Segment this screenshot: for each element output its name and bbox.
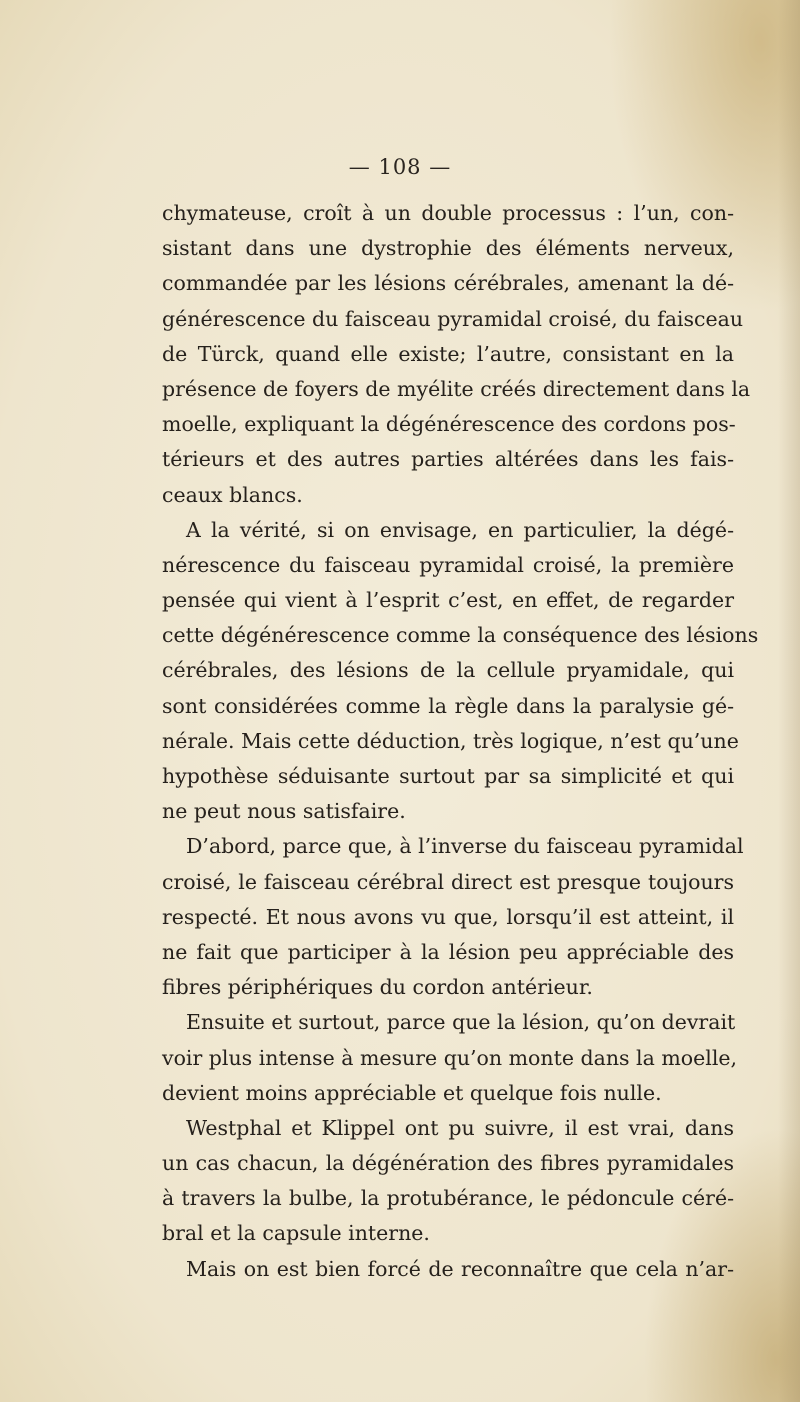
paragraph-3 <box>162 829 744 1005</box>
body-text <box>162 196 759 1287</box>
text-line: bral et la capsule interne. <box>162 1221 430 1246</box>
paragraph-2 <box>162 513 759 830</box>
text-line: sistant dans une dystrophie des éléments nerveux, <box>162 236 734 261</box>
page-edge-shading <box>778 0 800 1402</box>
text-line: générescence du faisceau pyramidal croisé, du faisceau <box>162 306 744 331</box>
text-line: pensée qui vient à l’esprit c’est, en effet, de regarder <box>162 588 734 613</box>
text-line: térieurs et des autres parties altérées dans les fais- <box>162 447 734 472</box>
text-line: un cas chacun, la dégénération des fibres pyramidales <box>162 1151 734 1176</box>
text-line: hypothèse séduisante surtout par sa simplicité et qui <box>162 764 734 788</box>
text-line: chymateuse, croît à un double processus : l’un, con- <box>162 201 734 225</box>
text-line: présence de foyers de myélite créés directement dans la <box>162 376 751 401</box>
text-line: nérescence du faisceau pyramidal croisé, la première <box>162 552 734 577</box>
text-line: Ensuite et surtout, parce que la lésion, qu’on devrait <box>186 1010 736 1035</box>
text-line: fibres périphériques du cordon antérieur. <box>162 975 593 1000</box>
text-line: de Türck, quand elle existe; l’autre, consistant en la <box>162 341 734 366</box>
text-line: ceaux blancs. <box>162 482 303 507</box>
text-line: ne peut nous satisfaire. <box>162 799 406 824</box>
text-line: A la vérité, si on envisage, en particulier, la dégé- <box>186 517 734 542</box>
text-line: Mais on est bien forcé de reconnaître que cela n’ar- <box>186 1256 734 1281</box>
text-line: à travers la bulbe, la protubérance, le pédoncule céré- <box>162 1186 734 1211</box>
text-line: moelle, expliquant la dégénérescence des cordons pos- <box>162 412 736 437</box>
paragraph-5 <box>162 1111 734 1252</box>
paragraph-4 <box>162 1005 738 1111</box>
page-number: — 108 — <box>348 155 452 179</box>
text-line: cérébrales, des lésions de la cellule pryamidale, qui <box>162 658 734 683</box>
paragraph-1 <box>162 196 751 513</box>
text-line: Westphal et Klippel ont pu suivre, il est vrai, dans <box>186 1115 734 1140</box>
text-line: croisé, le faisceau cérébral direct est presque toujours <box>162 869 734 894</box>
text-line: nérale. Mais cette déduction, très logique, n’est qu’une <box>162 728 739 753</box>
text-line: voir plus intense à mesure qu’on monte dans la moelle, <box>162 1045 738 1070</box>
text-line: D’abord, parce que, à l’inverse du faisceau pyramidal <box>186 834 744 859</box>
text-line: commandée par les lésions cérébrales, amenant la dé- <box>162 271 734 296</box>
text-line: ne fait que participer à la lésion peu appréciable des <box>162 939 734 964</box>
text-line: cette dégénérescence comme la conséquence des lésions <box>162 623 759 648</box>
text-line: sont considérées comme la règle dans la paralysie gé- <box>162 693 734 718</box>
text-line: devient moins appréciable et quelque fois nulle. <box>162 1080 662 1105</box>
text-line: respecté. Et nous avons vu que, lorsqu’il est atteint, il <box>162 904 734 929</box>
paragraph-6 <box>162 1252 734 1287</box>
